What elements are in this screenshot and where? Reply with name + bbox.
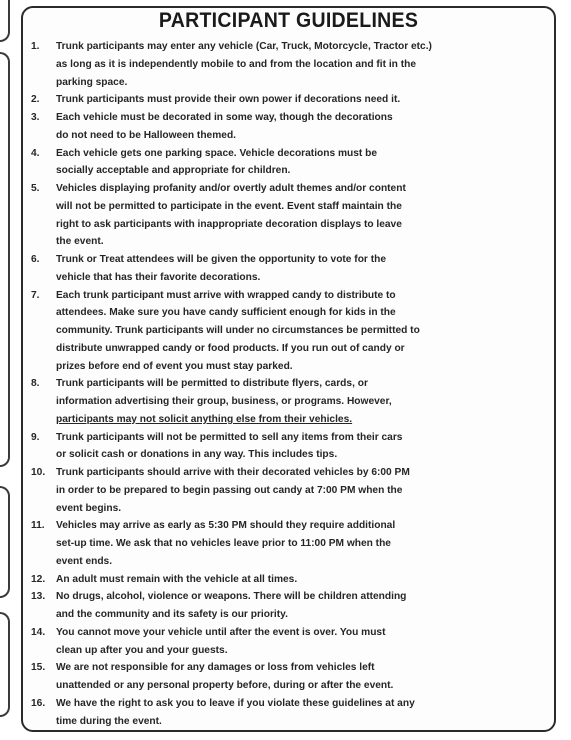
guideline-item [31,287,546,376]
guideline-number: 3. [31,112,40,123]
guideline-number: 16. [31,697,46,709]
guidelines-list [31,38,546,730]
guideline-text: Trunk participants may enter any vehicle (Car, Truck, Motorcycle, Tractor etc.) as long as it is independently mobile to and from the location and fit in the parking space. [56,41,432,88]
guideline-text: Trunk participants must provide their own power if decorations need it. [56,94,401,106]
guideline-item [31,695,546,731]
guideline-text: An adult must remain with the vehicle at all times. [56,573,298,585]
guideline-item [31,109,546,145]
guideline-item [31,659,546,695]
guideline-number: 4. [31,147,40,159]
guideline-number: 2. [31,94,40,106]
guideline-item [31,38,546,91]
guideline-item [31,91,546,109]
guideline-text: Vehicles displaying profanity and/or overtly adult themes and/or content will not be permitted to participate in the event. Event staff maintain the right to ask participants with inappropriate decoration displays to leave the event. [56,183,406,248]
guideline-number: 8. [31,378,40,390]
guideline-underlined-text: participants may not solicit anything else from their vehicles. [56,413,353,425]
guideline-text: We have the right to ask you to leave if you violate these guidelines at any time during the event. [56,697,415,727]
guideline-text: Trunk participants will be permitted to distribute flyers, cards, or information advertising their group, business, or programs. However, [56,378,392,407]
guideline-number: 7. [31,289,40,301]
guideline-text: Each trunk participant must arrive with wrapped candy to distribute to attendees. Make sure you have candy sufficient enough for kids in the community. Trunk participants will under no circumstances be permitted to distribute unwrapped candy or food products. If you run out of candy or prizes before end of event you must stay parked. [56,289,420,372]
guideline-item [31,251,546,287]
guideline-item [31,571,546,589]
guideline-number: 13. [31,591,46,603]
left-edge-decoration-4 [0,612,10,717]
left-edge-decoration-3 [0,486,10,598]
guideline-item [31,624,546,660]
guideline-text: We are not responsible for any damages or loss from vehicles left unattended or any personal property before, during or after the event. [56,662,394,691]
left-edge-decoration-2 [0,52,10,467]
guideline-item [31,429,546,465]
guideline-text: No drugs, alcohol, violence or weapons. There will be children attending and the community and its safety is our priority. [56,591,407,620]
guideline-number: 11. [31,520,45,532]
guideline-number: 12. [31,573,46,585]
guideline-number: 10. [31,467,46,478]
guideline-number: 1. [31,41,40,52]
guideline-item [31,145,546,181]
guideline-item [31,180,546,251]
guideline-number: 9. [31,431,40,443]
guideline-text: Vehicles may arrive as early as 5:30 PM should they require additional set-up time. We ask that no vehicles leave prior to 11:00 PM when the event ends. [56,520,396,567]
left-edge-decoration-1 [0,0,10,42]
guideline-number: 15. [31,662,46,674]
guideline-number: 6. [31,254,40,265]
guideline-text: Each vehicle must be decorated in some way, though the decorations do not need to be Halloween themed. [56,112,393,141]
guideline-text: Each vehicle gets one parking space. Vehicle decorations must be socially acceptable and appropriate for children. [56,147,378,177]
guideline-number: 5. [31,183,40,194]
guideline-text: Trunk participants will not be permitted to sell any items from their cars or solicit cash or donations in any way. This includes tips. [56,431,403,461]
guideline-text: Trunk participants should arrive with their decorated vehicles by 6:00 PM in order to be prepared to begin passing out candy at 7:00 PM when the event begins. [56,467,410,514]
guideline-item [31,588,546,624]
guideline-text: You cannot move your vehicle until after the event is over. You must clean up after you and your guests. [56,626,386,656]
guideline-text-block [56,375,546,428]
guideline-number: 14. [31,626,46,638]
guideline-item [31,464,546,517]
guideline-item [31,375,546,428]
guideline-text: Trunk or Treat attendees will be given the opportunity to vote for the vehicle that has their favorite decorations. [56,254,386,283]
page-title: PARTICIPANT GUIDELINES [158,9,419,32]
guideline-item [31,517,546,570]
